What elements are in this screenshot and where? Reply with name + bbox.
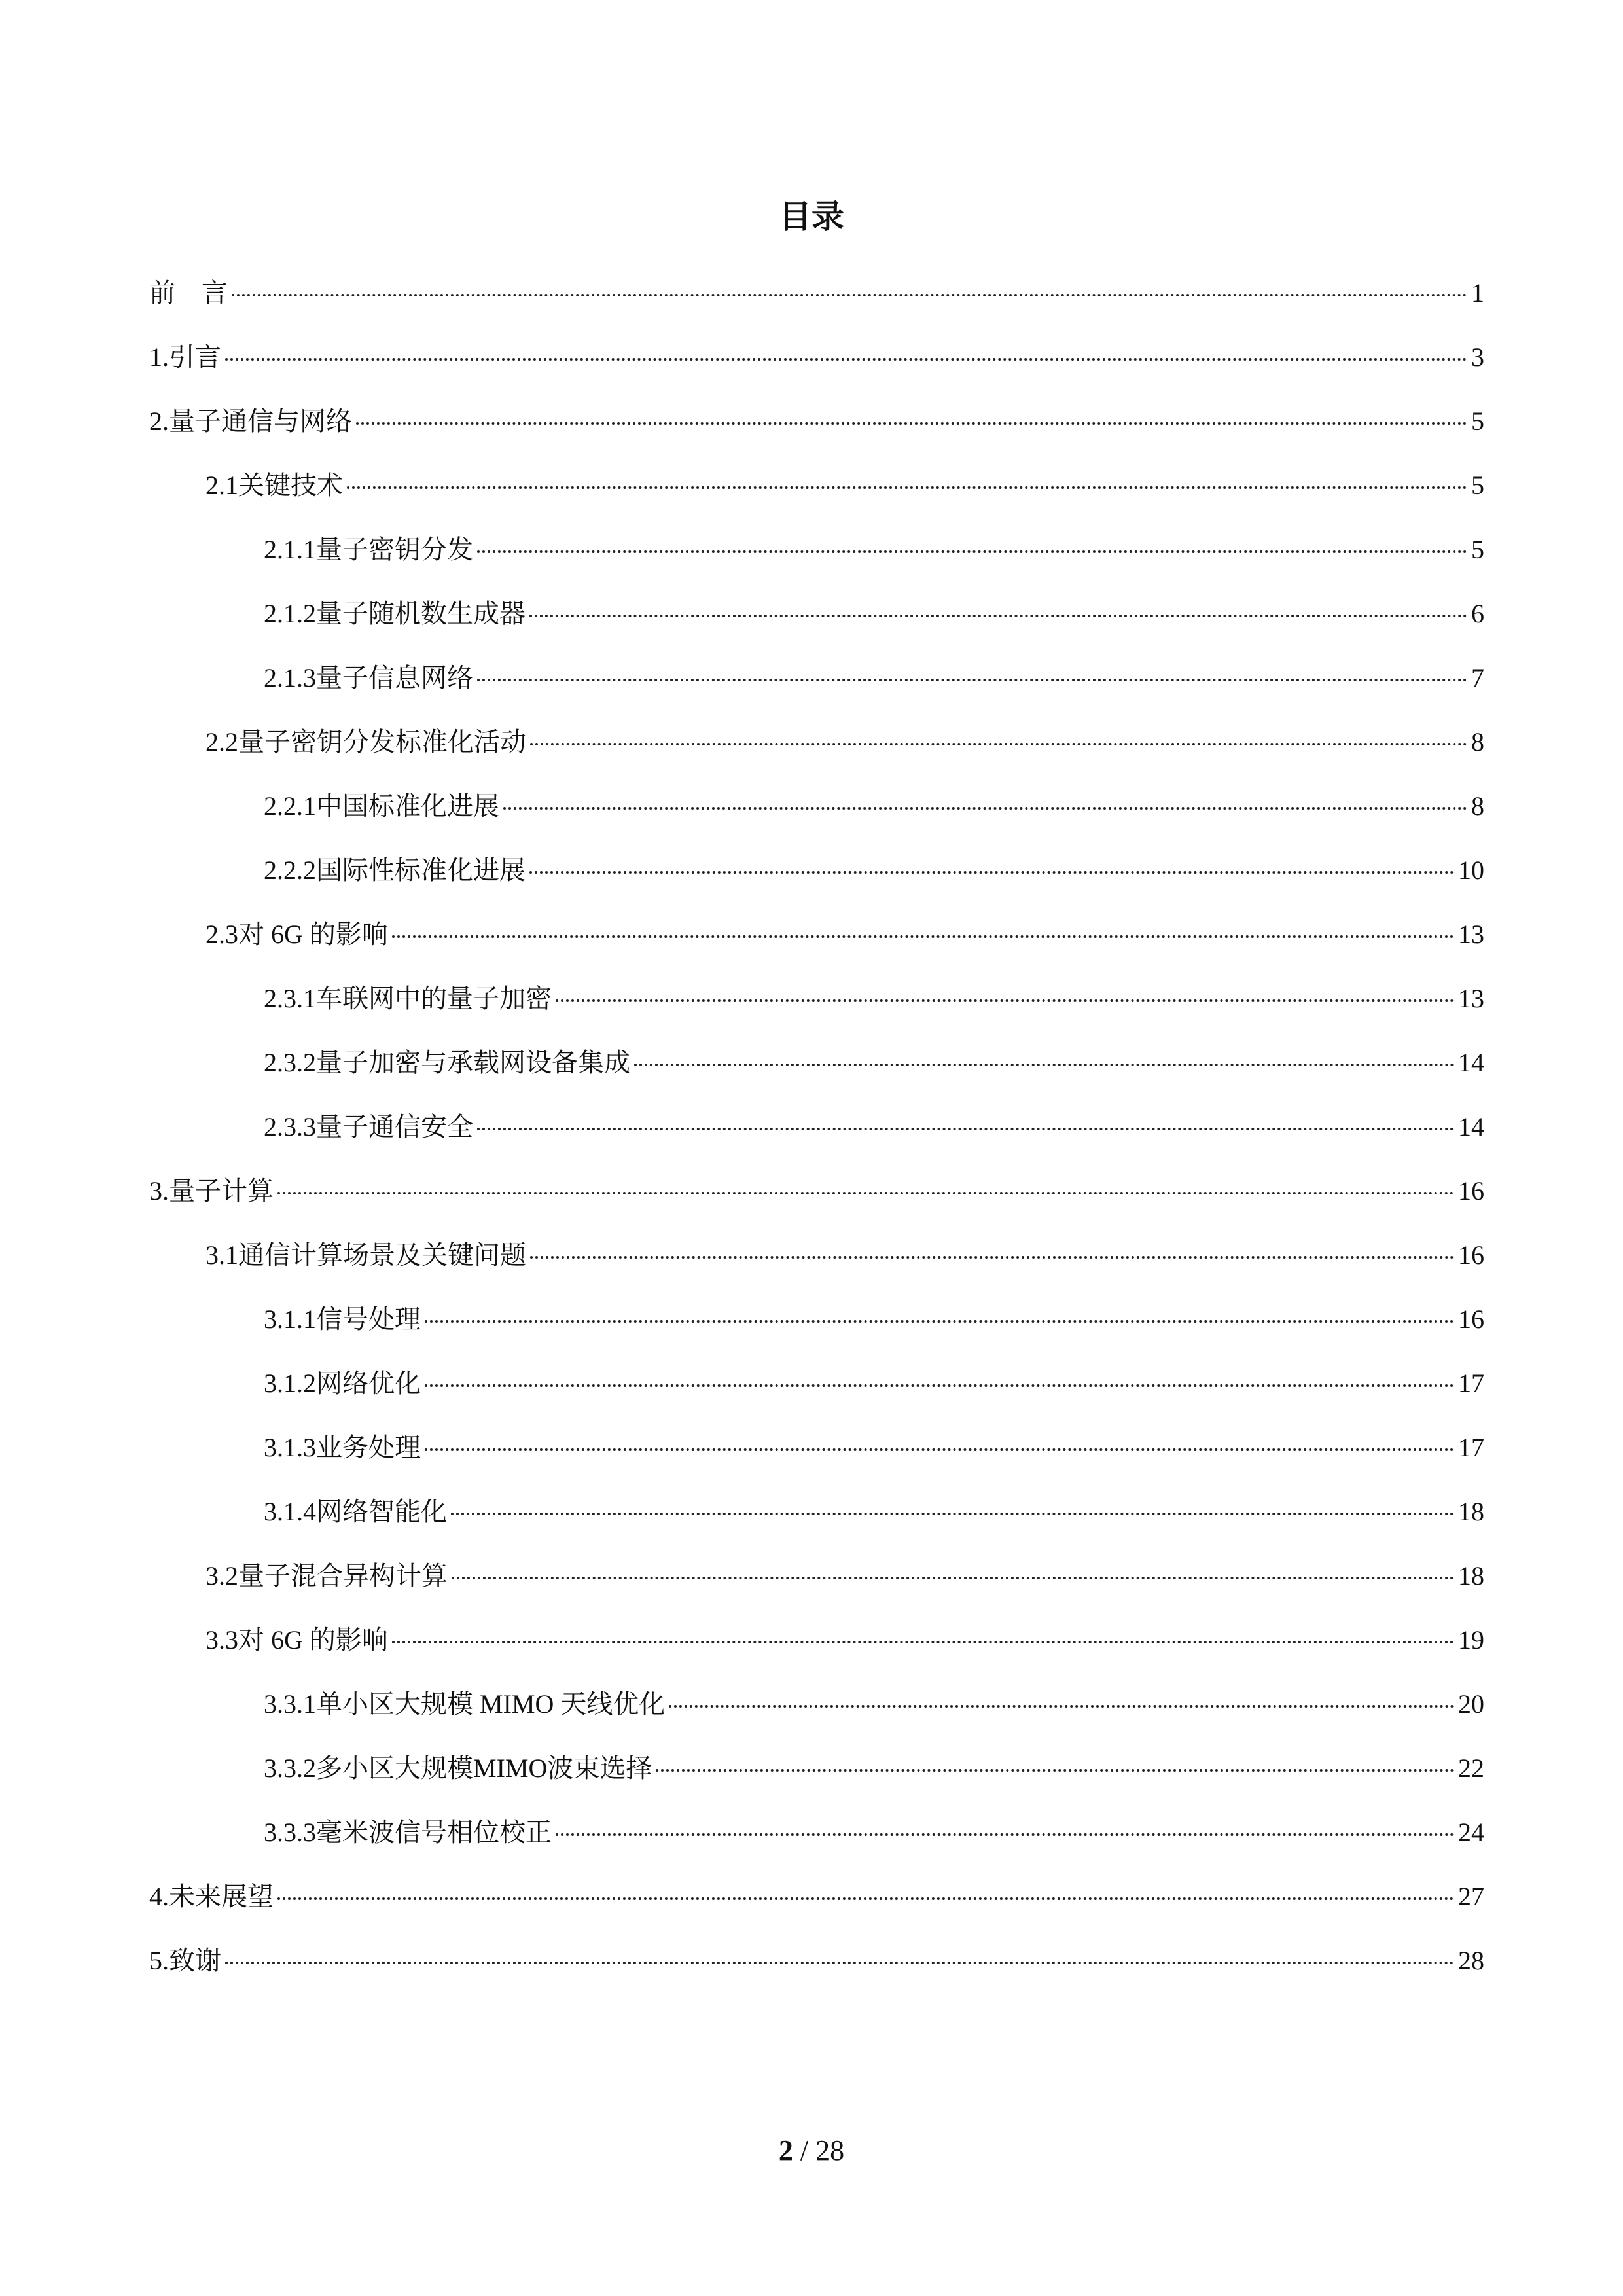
toc-leader-dots [277, 1192, 1454, 1194]
toc-leader-dots [392, 1641, 1454, 1643]
toc-entry-4[interactable] [149, 1872, 1484, 1936]
toc-entry-label: 2.3对 6G 的影响 [205, 920, 388, 949]
toc-entry-label: 2.1.3量子信息网络 [264, 663, 473, 692]
toc-entry-page: 18 [1458, 1561, 1484, 1590]
toc-leader-dots [530, 743, 1467, 745]
toc-leader-dots [477, 679, 1467, 681]
toc-entry-page: 16 [1458, 1240, 1484, 1270]
toc-entry-label: 2.2.2国际性标准化进展 [264, 855, 526, 885]
current-page-number: 2 [778, 2134, 793, 2166]
toc-entry-label: 3.1通信计算场景及关键问题 [205, 1240, 526, 1270]
toc-entry-label: 4.未来展望 [149, 1882, 274, 1911]
toc-entry-page: 18 [1458, 1497, 1484, 1526]
toc-entry-page: 24 [1458, 1818, 1484, 1847]
toc-entry-2-1-1[interactable] [149, 525, 1484, 589]
toc-entry-3-1[interactable] [149, 1230, 1484, 1295]
toc-entry-3-3-3[interactable] [149, 1808, 1484, 1872]
toc-entry-label: 3.3.1单小区大规模 MIMO 天线优化 [264, 1689, 666, 1719]
toc-entry-page: 5 [1471, 406, 1484, 436]
toc-leader-dots [669, 1705, 1454, 1708]
toc-entry-label: 2.2.1中国标准化进展 [264, 791, 499, 821]
toc-entry-page: 16 [1458, 1304, 1484, 1334]
toc-leader-dots [503, 807, 1467, 810]
toc-entry-page: 14 [1458, 1048, 1484, 1077]
toc-entry-2-3-2[interactable] [149, 1038, 1484, 1102]
toc-entry-label: 2.量子通信与网络 [149, 406, 352, 436]
toc-leader-dots [529, 615, 1467, 617]
toc-leader-dots [232, 294, 1467, 296]
page-number-footer [0, 2131, 1623, 2170]
toc-leader-dots [556, 1833, 1454, 1836]
toc-leader-dots [656, 1769, 1454, 1772]
toc-entry-2-2-1[interactable] [149, 781, 1484, 846]
toc-leader-dots [477, 1128, 1454, 1130]
toc-entry-label: 2.2量子密钥分发标准化活动 [205, 727, 526, 757]
toc-entry-2-2[interactable] [149, 717, 1484, 781]
toc-entry-page: 1 [1471, 278, 1484, 308]
toc-entry-label: 2.1.1量子密钥分发 [264, 535, 473, 564]
toc-entry-label: 3.3.3毫米波信号相位校正 [264, 1818, 552, 1847]
toc-entry-3-1-3[interactable] [149, 1423, 1484, 1487]
toc-entry-page: 10 [1458, 855, 1484, 885]
toc-entry-page: 14 [1458, 1112, 1484, 1141]
toc-entry-page: 8 [1471, 727, 1484, 757]
toc-entry-page: 17 [1458, 1433, 1484, 1462]
toc-entry-page: 13 [1458, 984, 1484, 1013]
toc-leader-dots [225, 1962, 1454, 1964]
toc-entry-label: 3.量子计算 [149, 1176, 274, 1206]
toc-entry-label: 2.3.1车联网中的量子加密 [264, 984, 552, 1013]
toc-entry-3-1-2[interactable] [149, 1359, 1484, 1423]
toc-leader-dots [225, 358, 1467, 361]
toc-entry-2-2-2[interactable] [149, 846, 1484, 910]
toc-leader-dots [529, 871, 1454, 874]
toc-entry-3-1-1[interactable] [149, 1295, 1484, 1359]
toc-entry-label: 2.3.3量子通信安全 [264, 1112, 473, 1141]
toc-entry-2-1-3[interactable] [149, 653, 1484, 717]
toc-leader-dots [392, 935, 1454, 938]
toc-leader-dots [347, 486, 1467, 489]
toc-entry-2-3[interactable] [149, 910, 1484, 974]
toc-entry-page: 13 [1458, 920, 1484, 949]
toc-entry-page: 28 [1458, 1946, 1484, 1975]
toc-list [149, 268, 1484, 2000]
toc-leader-dots [556, 999, 1454, 1002]
toc-entry-3-3-2[interactable] [149, 1744, 1484, 1808]
toc-entry-preface[interactable] [149, 268, 1484, 332]
toc-entry-label: 5.致谢 [149, 1946, 221, 1975]
toc-entry-3-3-1[interactable] [149, 1679, 1484, 1744]
toc-entry-label: 2.3.2量子加密与承载网设备集成 [264, 1048, 630, 1077]
toc-entry-2-1[interactable] [149, 461, 1484, 525]
toc-entry-page: 3 [1471, 342, 1484, 372]
toc-entry-page: 17 [1458, 1369, 1484, 1398]
toc-entry-3-3[interactable] [149, 1615, 1484, 1679]
toc-leader-dots [452, 1577, 1454, 1579]
toc-entry-2-3-1[interactable] [149, 974, 1484, 1038]
toc-entry-label: 3.1.4网络智能化 [264, 1497, 447, 1526]
toc-entry-label: 前 言 [149, 278, 228, 308]
toc-leader-dots [451, 1513, 1454, 1515]
toc-leader-dots [277, 1897, 1454, 1900]
total-page-count: 28 [815, 2134, 845, 2166]
toc-entry-label: 3.1.2网络优化 [264, 1369, 421, 1398]
toc-entry-1[interactable] [149, 332, 1484, 397]
toc-entry-page: 27 [1458, 1882, 1484, 1911]
toc-entry-page: 22 [1458, 1753, 1484, 1783]
toc-leader-dots [425, 1384, 1454, 1387]
toc-entry-page: 5 [1471, 471, 1484, 500]
toc-entry-page: 7 [1471, 663, 1484, 692]
toc-entry-page: 20 [1458, 1689, 1484, 1719]
toc-entry-label: 3.3.2多小区大规模MIMO波束选择 [264, 1753, 652, 1783]
toc-entry-label: 3.3对 6G 的影响 [205, 1625, 388, 1655]
toc-entry-page: 6 [1471, 599, 1484, 628]
toc-entry-page: 19 [1458, 1625, 1484, 1655]
toc-entry-label: 2.1关键技术 [205, 471, 343, 500]
toc-entry-5[interactable] [149, 1936, 1484, 2000]
toc-entry-label: 3.1.1信号处理 [264, 1304, 421, 1334]
toc-entry-2-1-2[interactable] [149, 589, 1484, 653]
toc-leader-dots [530, 1256, 1454, 1259]
toc-entry-3[interactable] [149, 1166, 1484, 1230]
toc-leader-dots [425, 1448, 1454, 1451]
toc-entry-label: 3.1.3业务处理 [264, 1433, 421, 1462]
toc-entry-page: 5 [1471, 535, 1484, 564]
toc-entry-3-2[interactable] [149, 1551, 1484, 1615]
toc-leader-dots [356, 422, 1467, 425]
page-separator: / [793, 2134, 816, 2166]
toc-leader-dots [425, 1320, 1454, 1323]
toc-entry-2-3-3[interactable] [149, 1102, 1484, 1166]
toc-entry-page: 8 [1471, 791, 1484, 821]
toc-entry-label: 3.2量子混合异构计算 [205, 1561, 448, 1590]
toc-leader-dots [634, 1064, 1454, 1066]
toc-entry-3-1-4[interactable] [149, 1487, 1484, 1551]
toc-entry-2[interactable] [149, 397, 1484, 461]
toc-leader-dots [477, 550, 1467, 553]
toc-entry-label: 2.1.2量子随机数生成器 [264, 599, 526, 628]
toc-entry-label: 1.引言 [149, 342, 221, 372]
toc-entry-page: 16 [1458, 1176, 1484, 1206]
toc-title: 目录 [779, 198, 844, 235]
